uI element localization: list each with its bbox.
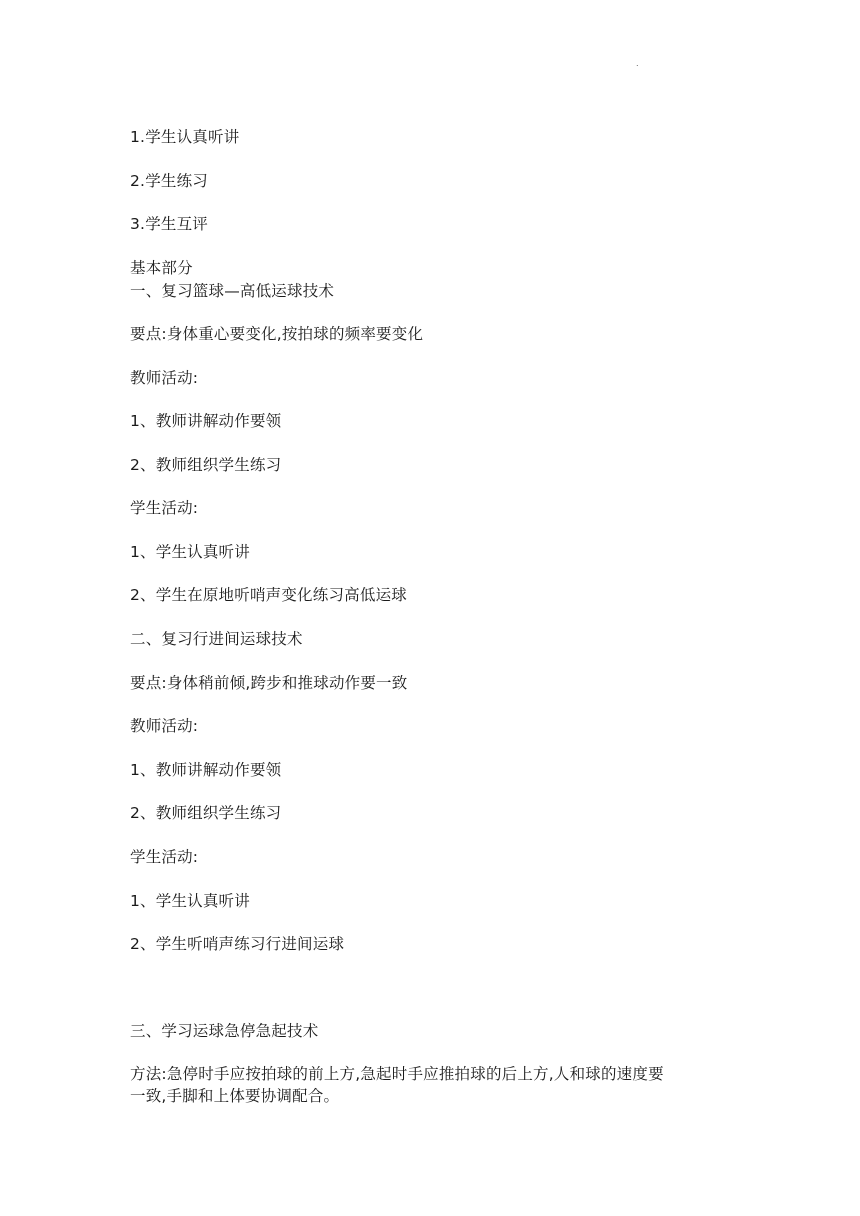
text-line: 2、教师组织学生练习: [130, 804, 282, 822]
paragraph-line: 方法:急停时手应按拍球的前上方,急起时手应推拍球的后上方,人和球的速度要: [130, 1065, 664, 1083]
text-line: 1.学生认真听讲: [130, 128, 240, 146]
text-line: 1、教师讲解动作要领: [130, 412, 282, 430]
text-line: 2、教师组织学生练习: [130, 456, 282, 474]
text-line: 1、教师讲解动作要领: [130, 761, 282, 779]
section-heading: 二、复习行进间运球技术: [130, 630, 303, 648]
text-line: 2、学生听哨声练习行进间运球: [130, 935, 345, 953]
text-line: 要点:身体重心要变化,按拍球的频率要变化: [130, 325, 424, 343]
method-paragraph: [130, 1063, 740, 1107]
section-heading: 一、复习篮球—高低运球技术: [130, 282, 335, 300]
text-line: 教师活动:: [130, 369, 199, 387]
text-line: 要点:身体稍前倾,跨步和推球动作要一致: [130, 674, 408, 692]
text-line: 1、学生认真听讲: [130, 543, 250, 561]
text-line: 2.学生练习: [130, 172, 208, 190]
text-line: 学生活动:: [130, 499, 199, 517]
header-mark: .: [636, 59, 639, 68]
paragraph-line: 一致,手脚和上体要协调配合。: [130, 1087, 340, 1105]
text-line: 教师活动:: [130, 717, 199, 735]
text-line: 2、学生在原地听哨声变化练习高低运球: [130, 586, 407, 604]
text-line: 学生活动:: [130, 848, 199, 866]
section-heading: 三、学习运球急停急起技术: [130, 1022, 319, 1040]
section-heading: 基本部分: [130, 259, 193, 277]
text-line: 1、学生认真听讲: [130, 892, 250, 910]
text-line: 3.学生互评: [130, 215, 208, 233]
